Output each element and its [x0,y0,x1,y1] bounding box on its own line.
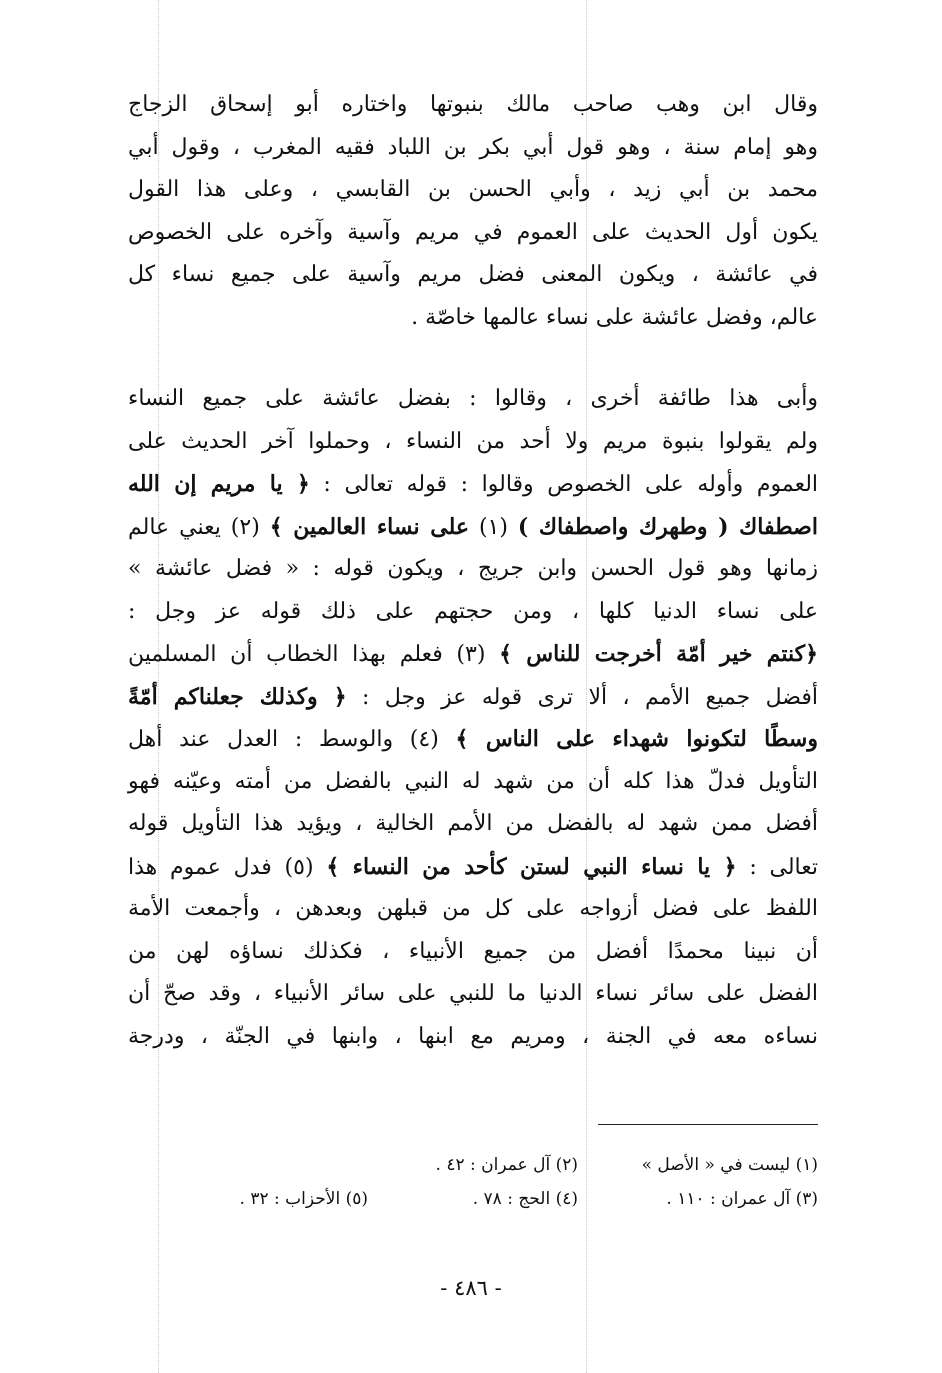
text-line: نساءه معه في الجنة ، ومريم مع ابنها ، وابنها في الجنّة ، ودرجة [128,1023,818,1049]
text-segment: (٢) يعني عالم [128,514,260,540]
text-line [128,676,818,719]
text-line: زمانها وهو قول الحسن وابن جريج ، ويكون قوله : « فضل عائشة » [128,556,818,581]
text-line: أفضل ممن شهد له بالفضل من الأمم الخالية ، ويؤيد هذا التأويل قوله [128,811,818,836]
quran-quote: ﴿ وكذلك جعلناكم أمّةً [128,683,347,710]
text-line [128,846,818,889]
text-line: ولم يقولوا بنبوة مريم ولا أحد من النساء ، وحملوا آخر الحديث على [128,428,818,454]
footnote-ref: (١) [478,514,508,540]
text-line: وأبى هذا طائفة أخرى ، وقالوا : بفضل عائشة على جميع النساء [128,386,819,411]
quran-quote: اصطفاك ( وطهرك واصطفاك ) [517,513,818,540]
quran-quote: ﴿ يا نساء النبي لستن كأحد من النساء ﴾ [326,853,737,880]
text-line [128,718,818,761]
text-segment: أفضل جميع الأمم ، ألا ترى قوله عز وجل : [362,684,818,710]
text-line [128,506,818,549]
quran-quote: على نساء العالمين ﴾ [269,513,469,540]
quran-quote: ﴿ يا مريم إن الله [128,471,310,497]
text-line: الفضل على سائر نساء الدنيا ما للنبي على سائر الأنبياء ، وقد صحّ أن [128,981,818,1006]
text-line: على نساء الدنيا كلها ، ومن حجتهم على ذلك قوله عز وجل : [128,598,818,624]
text-line: اللفظ على فضل أزواجه على كل من قبلهن وبعدهن ، وأجمعت الأمة [128,896,818,921]
paragraph-1 [128,84,818,339]
text-line [128,633,818,676]
footnote-4: (٤) الحج : ٧٨ . [472,1189,578,1209]
text-line: وقال ابن وهب صاحب مالك بنبوتها واختاره أبو إسحاق الزجاج [128,92,818,117]
text-line: أن نبينا محمدًا أفضل من جميع الأنبياء ، فكذلك نساؤه لهن من [128,938,818,964]
footnotes [118,1148,818,1216]
footnote-row [118,1148,818,1182]
footnote-5: (٥) الأحزاب : ٣٢ . [239,1189,368,1209]
footnote-3: (٣) آل عمران : ١١٠ . [666,1189,818,1209]
footnote-divider [598,1124,818,1125]
text-segment: (٣) فعلم بهذا الخطاب أن المسلمين [128,642,486,667]
text-line: وهو إمام سنة ، وهو قول أبي بكر بن اللباد فقيه المغرب ، وقول أبي [128,134,818,160]
text-segment: (٥) فدل عموم هذا [128,854,314,880]
footnote-2: (٢) آل عمران : ٤٢ . [435,1155,578,1175]
text-line: يكون أول الحديث على العموم في مريم وآسية وآخره على الخصوص [128,219,818,245]
quran-quote: وسطًا لتكونوا شهداء على الناس ﴾ [455,726,818,752]
text-line: التأويل فدلّ هذا كله أن من شهد له النبي بالفضل من أمته وعيّنه فهو [128,768,818,794]
text-segment: العموم وأوله على الخصوص وقالوا : قوله تعالى : [323,472,819,497]
paragraph-2 [128,378,818,1058]
text-segment: (٤) والوسط : العدل عند أهل [128,727,439,752]
text-line [128,463,818,506]
text-line: في عائشة ، ويكون المعنى فضل مريم وآسية على جميع نساء كل [128,262,818,287]
quran-quote: ﴿كنتم خير أمّة أخرجت للناس ﴾ [499,641,819,667]
text-line: محمد بن أبي زيد ، وأبي الحسن بن القابسي ، وعلى هذا القول [128,177,818,202]
text-segment: تعالى : [749,854,818,880]
text-line: عالم، وفضل عائشة على نساء عالمها خاصّة . [411,304,818,330]
footnote-1: (١) ليست في « الأصل » [641,1155,818,1175]
page-number: - ٤٨٦ - [440,1276,502,1300]
footnote-row [118,1182,818,1216]
